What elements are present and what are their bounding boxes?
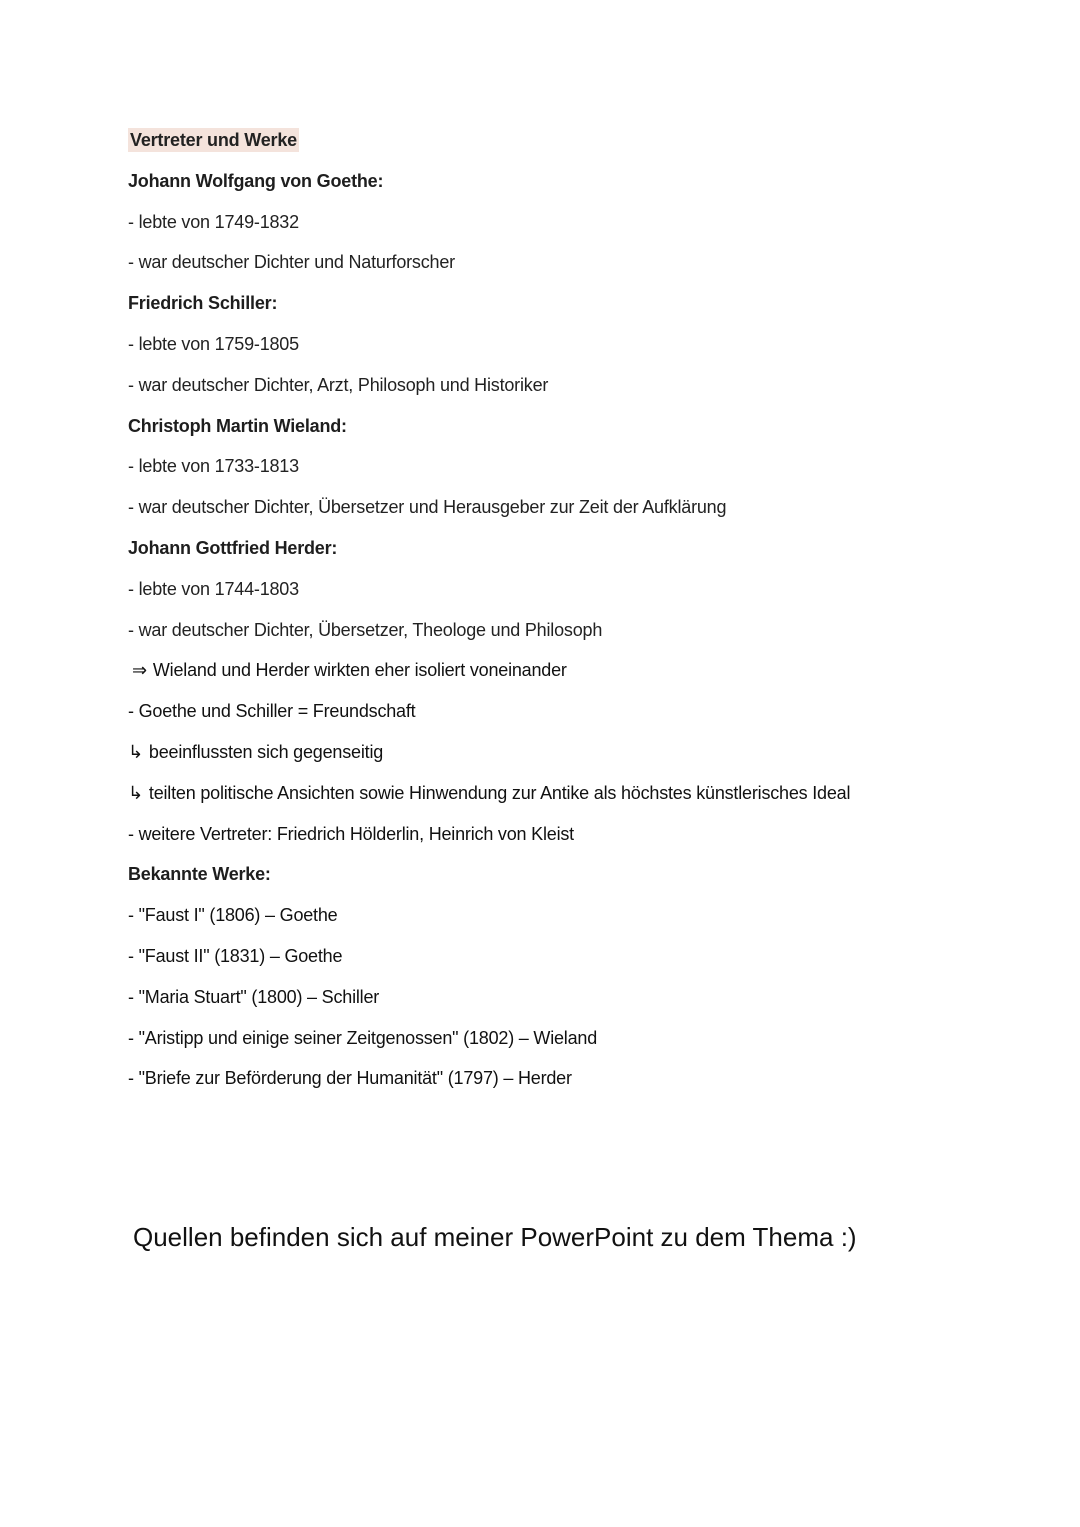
note-sub-point-2 — [128, 773, 1008, 814]
author-role-goethe: - war deutscher Dichter und Naturforscher — [128, 252, 455, 273]
sources-note: Quellen befinden sich auf meiner PowerPoint zu dem Thema :) — [133, 1222, 857, 1252]
section-heading-line — [128, 120, 1008, 161]
author-role-schiller: - war deutscher Dichter, Arzt, Philosoph und Historiker — [128, 374, 549, 395]
section-heading: Vertreter und Werke — [130, 130, 297, 150]
work-item: - "Aristipp und einige seiner Zeitgenossen" (1802) – Wieland — [128, 1027, 598, 1048]
author-name-herder: Johann Gottfried Herder: — [128, 537, 338, 558]
note-sub-point-1 — [128, 732, 1008, 773]
work-item: - "Faust I" (1806) – Goethe — [128, 905, 338, 926]
author-name-schiller: Friedrich Schiller: — [128, 293, 278, 314]
author-life-schiller: - lebte von 1759-1805 — [128, 333, 299, 354]
author-role-wieland: - war deutscher Dichter, Übersetzer und Herausgeber zur Zeit der Aufklärung — [128, 497, 727, 518]
author-name-goethe: Johann Wolfgang von Goethe: — [128, 170, 384, 191]
document-content — [128, 120, 1008, 1099]
implies-arrow-icon: ⇒ — [132, 660, 147, 681]
note-isolated — [128, 650, 1008, 691]
author-life-wieland: - lebte von 1733-1813 — [128, 456, 299, 477]
author-role-herder: - war deutscher Dichter, Übersetzer, Theologe und Philosoph — [128, 619, 603, 640]
return-arrow-icon: ↳ — [128, 741, 143, 762]
note-friendship: - Goethe und Schiller = Freundschaft — [128, 701, 416, 722]
work-item: - "Briefe zur Beförderung der Humanität" (1797) – Herder — [128, 1068, 572, 1089]
note-sub-point-2-text: teilten politische Ansichten sowie Hinwendung zur Antike als höchstes künstlerisches Ideal — [148, 782, 851, 803]
author-name-wieland: Christoph Martin Wieland: — [128, 415, 347, 436]
author-life-herder: - lebte von 1744-1803 — [128, 578, 299, 599]
author-life-goethe: - lebte von 1749-1832 — [128, 211, 299, 232]
works-heading: Bekannte Werke: — [128, 864, 271, 885]
work-item: - "Maria Stuart" (1800) – Schiller — [128, 986, 380, 1007]
note-further-authors: - weitere Vertreter: Friedrich Hölderlin, Heinrich von Kleist — [128, 823, 574, 844]
return-arrow-icon: ↳ — [128, 782, 143, 803]
work-item: - "Faust II" (1831) – Goethe — [128, 945, 343, 966]
note-isolated-text: Wieland und Herder wirkten eher isoliert voneinander — [152, 660, 567, 681]
note-sub-point-1-text: beeinflussten sich gegenseitig — [148, 741, 384, 762]
